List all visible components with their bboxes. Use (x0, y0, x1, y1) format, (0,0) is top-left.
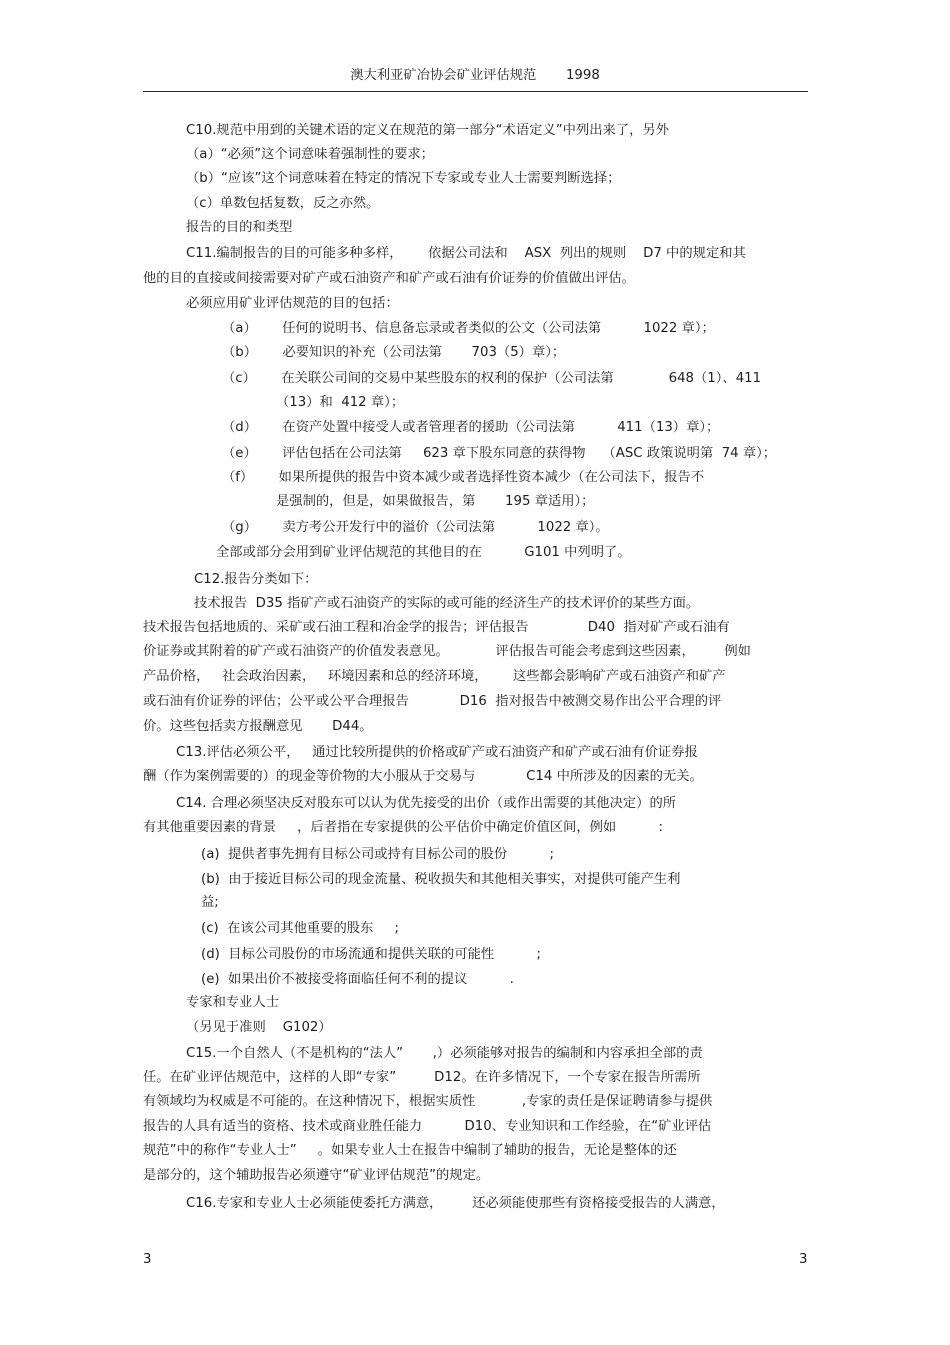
text-line: C14. 合理必须坚决反对股东可以认为优先接受的出价（或作出需要的其他决定）的所 (176, 796, 677, 811)
page-header: 澳大利亚矿冶协会矿业评估规范 1998 (350, 68, 600, 83)
text-line: 价证券或其附着的矿产或石油资产的价值发表意见。 评估报告可能会考虑到这些因素， 例如 (143, 644, 751, 659)
text-line: 技术报告包括地质的、采矿或石油工程和冶金学的报告；评估报告 D40 指对矿产或石油有 (143, 620, 730, 635)
page-number-right: 3 (799, 1252, 808, 1267)
section-heading: 报告的目的和类型 (186, 220, 293, 235)
text-line: C16.专家和专业人士必须能使委托方满意， 还必须能使那些有资格接受报告的人满意， (186, 1196, 725, 1211)
list-item: （a） 任何的说明书、信息备忘录或者类似的公文（公司法第 1022 章）； (222, 321, 715, 336)
text-line: 有其他重要因素的背景 ，后者指在专家提供的公平估价中确定价值区间，例如 : (143, 820, 663, 835)
list-item: (d) 目标公司股份的市场流通和提供关联的可能性 ; (201, 947, 541, 962)
text-line: 任。在矿业评估规范中，这样的人即“专家” D12。在许多情况下，一个专家在报告所需所 (143, 1070, 701, 1085)
list-item: 益; (201, 895, 219, 910)
text-line: C10.规范中用到的关键术语的定义在规范的第一部分“术语定义”中列出来了，另外 (186, 123, 670, 138)
text-line: 是部分的，这个辅助报告必须遵守“矿业评估规范”的规定。 (143, 1168, 490, 1183)
list-item: （f） 如果所提供的报告中资本减少或者选择性资本减少（在公司法下，报告不 (222, 470, 705, 485)
text-line: 价。这些包括卖方报酬意见 D44。 (143, 719, 373, 734)
text-line: （a）“必须”这个词意味着强制性的要求； (186, 147, 434, 162)
list-item: （c） 在关联公司间的交易中某些股东的权利的保护（公司法第 648（1）、411 (222, 371, 762, 386)
text-line: 有领域均为权威是不可能的。在这种情况下，根据实质性 ,专家的责任是保证聘请参与提供 (143, 1094, 713, 1109)
list-item: （e） 评估包括在公司法第 623 章下股东同意的获得物 （ASC 政策说明第 74 章）； (222, 446, 777, 461)
text-line: C12.报告分类如下： (194, 572, 318, 587)
text-line: （c）单数包括复数，反之亦然。 (186, 196, 380, 211)
list-item: (c) 在该公司其他重要的股东 ; (201, 921, 400, 936)
list-item: (e) 如果出价不被接受将面临任何不利的提议 . (201, 972, 514, 987)
header-rule (143, 91, 808, 92)
page-number-left: 3 (143, 1252, 152, 1267)
list-item: （b） 必要知识的补充（公司法第 703（5）章）； (222, 345, 566, 360)
text-line: 或石油有价证券的评估；公平或公平合理报告 D16 指对报告中被测交易作出公平合理的评 (143, 694, 722, 709)
list-item: （13）和 412 章）； (276, 395, 405, 410)
text-line: C15.一个自然人（不是机构的“法人” ,）必须能够对报告的编制和内容承担全部的责 (186, 1046, 703, 1061)
text-line: （b）“应该”这个词意味着在特定的情况下专家或专业人士需要判断选择； (186, 171, 621, 186)
text-line: （另见于准则 G102） (186, 1020, 332, 1035)
text-line: 他的目的直接或间接需要对矿产或石油资产和矿产或石油有价证券的价值做出评估。 (143, 271, 635, 286)
text-line: C11.编制报告的目的可能多种多样， 依据公司法和 ASX 列出的规则 D7 中的规定和其 (186, 246, 746, 261)
text-line: 全部或部分会用到矿业评估规范的其他目的在 G101 中列明了。 (216, 545, 631, 560)
list-item: (b) 由于接近目标公司的现金流量、税收损失和其他相关事实，对提供可能产生利 (201, 872, 681, 887)
text-line: C13.评估必须公平， 通过比较所提供的价格或矿产或石油资产和矿产或石油有价证券报 (176, 745, 698, 760)
section-heading: 专家和专业人士 (186, 995, 280, 1010)
text-line: 酬（作为案例需要的）的现金等价物的大小服从于交易与 C14 中所涉及的因素的无关。 (143, 769, 703, 784)
text-line: 产品价格， 社会政治因素， 环境因素和总的经济环境， 这些都会影响矿产或石油资产和矿产 (143, 669, 726, 684)
text-line: 技术报告 D35 指矿产或石油资产的实际的或可能的经济生产的技术评价的某些方面。 (194, 596, 700, 611)
text-line: 规范”中的称作“专业人士” 。如果专业人士在报告中编制了辅助的报告，无论是整体的还 (143, 1143, 677, 1158)
list-item: （g） 卖方考公开发行中的溢价（公司法第 1022 章）。 (222, 520, 609, 535)
list-item: (a) 提供者事先拥有目标公司或持有目标公司的股份 ; (201, 847, 554, 862)
list-item: （d） 在资产处置中接受人或者管理者的援助（公司法第 411（13）章）； (222, 420, 720, 435)
text-line: 必须应用矿业评估规范的目的包括： (186, 296, 399, 311)
text-line: 报告的人具有适当的资格、技术或商业胜任能力 D10、专业知识和工作经验，在“矿业评估 (143, 1119, 712, 1134)
list-item: 是强制的，但是，如果做报告，第 195 章适用）； (276, 494, 595, 509)
